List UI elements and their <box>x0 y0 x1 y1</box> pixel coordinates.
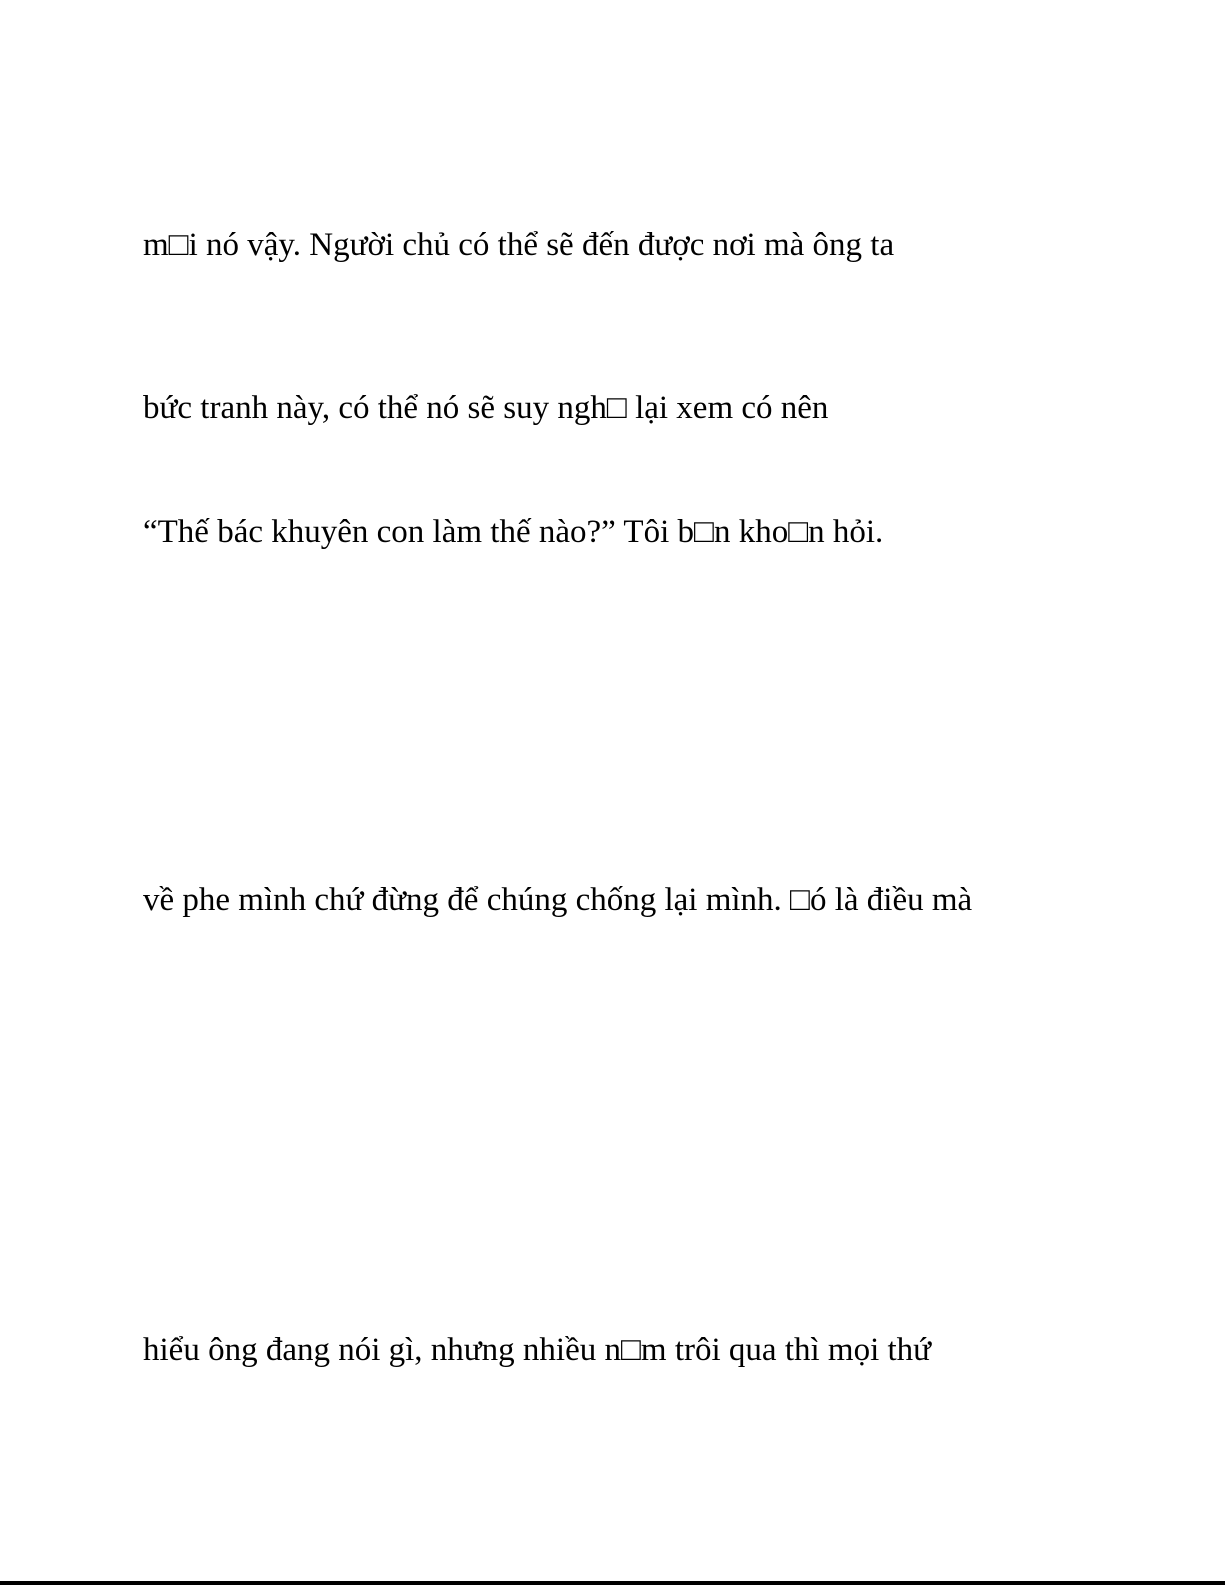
text-line-1: m□i nó vậy. Người chủ có thể sẽ đến được nơi mà ông ta <box>143 227 895 263</box>
text-line-2: bức tranh này, có thể nó sẽ suy ngh□ lại xem có nên <box>143 390 829 426</box>
text-line-3: “Thế bác khuyên con làm thế nào?” Tôi b□n kho□n hỏi. <box>143 514 884 550</box>
text-line-4: về phe mình chứ đừng để chúng chống lại mình. □ó là điều mà <box>143 882 973 918</box>
page-bottom-border <box>0 1581 1225 1585</box>
text-line-5: hiểu ông đang nói gì, nhưng nhiều n□m trôi qua thì mọi thứ <box>143 1332 932 1368</box>
